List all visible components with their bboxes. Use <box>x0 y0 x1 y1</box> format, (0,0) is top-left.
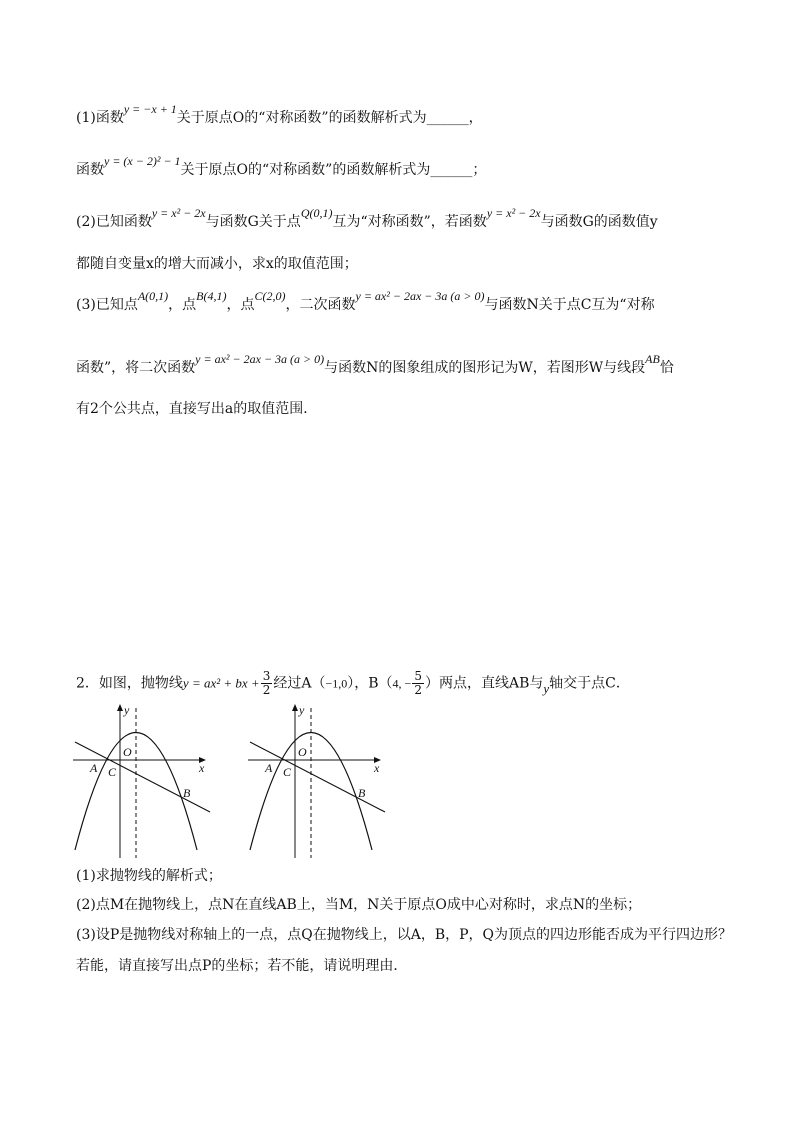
p1-part2-eq2: y = x² − 2x <box>486 206 541 220</box>
figure-right <box>245 700 390 860</box>
p1-part3b-mid: 与函数N的图象组成的图形记为W，若图形W与线段 <box>324 360 646 376</box>
p1-part3-mid2: ，点 <box>226 297 255 313</box>
p2-stem-mid2: ），B（ <box>347 675 393 692</box>
p1-part3-mid3: ，二次函数 <box>285 297 356 313</box>
p1-part3-point-c: C(2,0) <box>254 289 286 303</box>
p2-b-frac-den: 2 <box>414 683 422 697</box>
p2-stem-point-b-pre: 4, − <box>392 676 412 691</box>
fig1-b-label: B <box>183 786 191 800</box>
p1-part3-mid1: ，点 <box>168 297 197 313</box>
p1-part3-line2 <box>76 352 674 378</box>
p2-stem-point-b-fraction <box>412 670 424 697</box>
figure-left <box>70 700 215 860</box>
p2-stem-mid1: 经过A（ <box>273 675 326 692</box>
p1-part2-prefix: (2)已知函数 <box>76 214 152 230</box>
p2-stem-prefix: 2．如图，抛物线 <box>76 675 183 692</box>
p1-part3-point-a: A(0,1) <box>137 289 169 303</box>
p1-part2-eq1: y = x² − 2x <box>151 206 206 220</box>
p1-part3b-suffix: 恰 <box>659 360 674 376</box>
p2-question-2: (2)点M在抛物线上，点N在直线AB上，当M，N关于原点O成中心对称时，求点N的坐标； <box>76 897 642 913</box>
fig2-o-label: O <box>298 745 307 759</box>
p2-frac-num: 3 <box>262 669 271 683</box>
p1-part1-prefix: (1)函数 <box>76 110 124 126</box>
p1-part2-mid2: 互为“对称函数”，若函数 <box>332 214 487 230</box>
p1-part1-line1 <box>76 102 483 128</box>
p2-frac-den: 2 <box>262 683 271 697</box>
p1-part1b-equation: y = (x − 2)² − 1 <box>104 154 181 168</box>
p2-stem-fraction <box>261 670 273 697</box>
fig2-y-label: y <box>299 703 305 717</box>
fig1-x-label: x <box>199 761 205 775</box>
p1-part3-point-b: B(4,1) <box>196 289 227 303</box>
p1-part2-point-q: Q(0,1) <box>300 206 333 220</box>
fig1-o-label: O <box>123 745 132 759</box>
p1-part3b-equation: y = ax² − 2ax − 3a (a > 0) <box>195 352 325 366</box>
p2-b-frac-num: 5 <box>414 669 422 683</box>
p2-question-3-line1: (3)设P是抛物线对称轴上的一点，点Q在抛物线上，以A，B，P，Q为顶点的四边形能否成为平行四边形？ <box>76 927 733 943</box>
p1-part3b-segment: AB <box>645 352 660 366</box>
p1-part1b-suffix: 关于原点O的“对称函数”的函数解析式为______； <box>180 162 487 178</box>
fig2-a-label: A <box>265 761 273 775</box>
p2-stem-yvar: y <box>543 680 550 696</box>
p1-part2-line2: 都随自变量x的增大而减小，求x的取值范围； <box>76 256 358 272</box>
p1-part2-line1 <box>76 206 658 232</box>
p1-part2-mid1: 与函数G关于点 <box>205 214 301 230</box>
p2-question-1: (1)求抛物线的解析式； <box>76 868 222 884</box>
p2-stem-suffix: 轴交于点C． <box>549 675 630 692</box>
p1-part1-equation: y = −x + 1 <box>123 102 177 116</box>
p1-part3-line3: 有2个公共点，直接写出a的取值范围． <box>76 401 318 417</box>
p1-part3-prefix: (3)已知点 <box>76 297 138 313</box>
p1-part3-suffix: 与函数N关于点C互为“对称 <box>484 297 655 313</box>
p2-stem <box>76 670 630 697</box>
p1-part1-suffix: 关于原点O的“对称函数”的函数解析式为______， <box>176 110 483 126</box>
fig1-c-label: C <box>108 765 117 779</box>
p1-part3-equation: y = ax² − 2ax − 3a (a > 0) <box>355 289 485 303</box>
p1-part1-line2 <box>76 154 487 180</box>
fig2-c-label: C <box>283 765 292 779</box>
fig2-x-label: x <box>374 761 380 775</box>
fig2-b-label: B <box>358 786 366 800</box>
fig1-a-label: A <box>90 761 98 775</box>
p2-stem-mid3: ）两点，直线AB与 <box>424 675 544 692</box>
p1-part1b-prefix: 函数 <box>76 162 104 178</box>
p2-stem-equation: y = ax² + bx + <box>182 675 260 691</box>
p1-part3-line1 <box>76 289 655 315</box>
p1-part2-suffix: 与函数G的函数值y <box>540 214 658 230</box>
p1-part3b-prefix: 函数”，将二次函数 <box>76 360 196 376</box>
p2-question-3-line2: 若能，请直接写出点P的坐标；若不能，请说明理由． <box>76 958 408 974</box>
p2-stem-point-a: −1,0 <box>325 676 348 691</box>
fig1-y-label: y <box>124 703 130 717</box>
